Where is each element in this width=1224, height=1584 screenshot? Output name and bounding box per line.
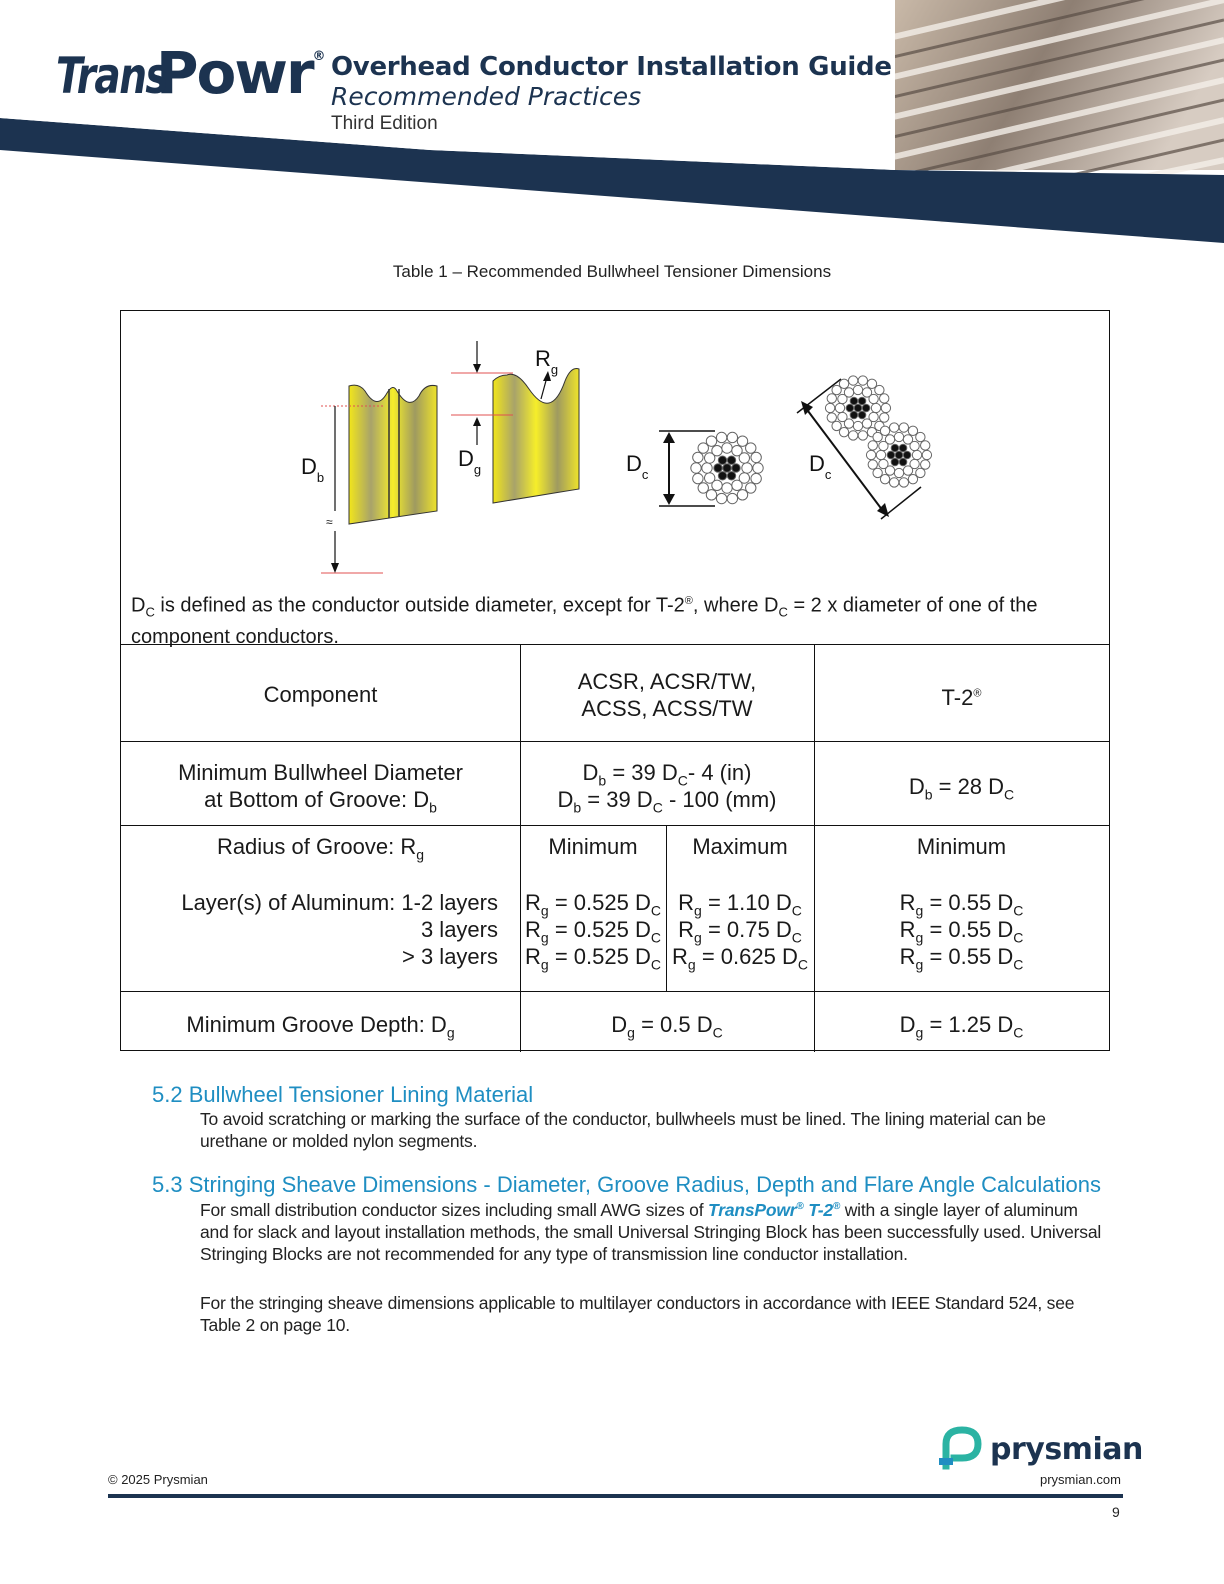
conductor-strand: [921, 441, 930, 450]
conductor-strand: [922, 450, 931, 459]
conductor-strand: [871, 403, 880, 412]
conductor-strand: [869, 394, 878, 403]
conductor-strand: [718, 472, 726, 480]
conductor-strand: [885, 435, 894, 444]
conductor-strand: [727, 493, 737, 503]
conductor-strand: [718, 456, 726, 464]
conductor-strand: [899, 444, 907, 452]
conductor-strand: [899, 458, 907, 466]
conductor-strand: [693, 473, 703, 483]
conductor-strand: [693, 452, 703, 462]
guide-title: Overhead Conductor Installation Guide: [331, 52, 892, 82]
rg-value-line: $R_g = 0.625$ $D_C$: [672, 944, 808, 973]
conductor-strand: [875, 385, 884, 394]
conductor-strand: [876, 450, 885, 459]
conductor-strand: [691, 463, 701, 473]
conductor-strand: [903, 466, 912, 475]
rg-value-line: $R_g = 0.525$ $D_C$: [525, 944, 661, 973]
prysmian-url[interactable]: prysmian.com: [1040, 1472, 1121, 1487]
label-groove-depth: Minimum Groove Depth: $D_g$: [186, 1012, 455, 1041]
min-rg-values: [520, 889, 666, 973]
svg-text:≈: ≈: [326, 515, 333, 529]
conductor-strand: [848, 431, 857, 440]
conductor-strand: [751, 452, 761, 462]
bullwheel-diagram: [121, 311, 1109, 591]
conductor-strand: [846, 404, 854, 412]
conductor-strand: [881, 403, 890, 412]
conductor-strand: [912, 450, 921, 459]
rg-value-line: $R_g = 0.55$ $D_C$: [899, 890, 1024, 919]
conductor-strand: [722, 443, 732, 453]
dc-label-single: $D_c$: [626, 451, 649, 482]
guide-edition: Third Edition: [331, 113, 438, 134]
conductor-strand: [732, 480, 742, 490]
section-5-3-heading: 5.3 Stringing Sheave Dimensions - Diameter, Groove Radius, Depth and Flare Angle Calculations: [152, 1172, 1101, 1197]
conductor-strand: [868, 441, 877, 450]
conductor-strand: [895, 451, 903, 459]
row-divider: [121, 991, 1109, 992]
conductor-strand: [894, 468, 903, 477]
prysmian-logo-icon: [938, 1426, 984, 1470]
conductor-strand: [850, 397, 858, 405]
conductor-strand: [716, 432, 726, 442]
section-5-3-p1: For small distribution conductor sizes including small AWG sizes of TransPowr® T-2® with a single layer of aluminum and for slack and layout installation methods, the small Universal Stringing Block has been successfully used. Universal Stringing Blocks are not recommended for any type of transmission line conductor installation.: [200, 1199, 1102, 1264]
conductor-strand: [891, 458, 899, 466]
dg-label: $D_g$: [458, 446, 482, 477]
t2-db-formula: $D_b = 28$ $D_C$: [908, 774, 1015, 803]
header-graphic: [0, 0, 1224, 250]
bullwheel-table: [120, 310, 1110, 1051]
acsr-db-formula: $D_b = 39$ $D_C-$ 4 (in) $D_b = 39$ $D_C - 100$ (mm): [557, 760, 777, 816]
conductor-strand: [916, 432, 925, 441]
conductor-strand: [716, 493, 726, 503]
conductor-strand: [853, 421, 862, 430]
dc-label-t2: $D_c$: [809, 451, 832, 482]
head-t2: T-2®: [941, 685, 982, 710]
conductor-strand: [873, 468, 882, 477]
page-number: 9: [1112, 1504, 1120, 1520]
conductor-strand: [899, 423, 908, 432]
rg-value-line: $R_g = 0.525$ $D_C$: [525, 917, 661, 946]
conductor-strand: [704, 473, 714, 483]
section-5-2-text: To avoid scratching or marking the surface of the conductor, bullwheels must be lined. The lining material can be urethane or molded nylon segments.: [200, 1109, 1046, 1151]
conductor-strand: [854, 404, 862, 412]
conductor-strand: [732, 464, 740, 472]
rg-value-line: $R_g = 0.55$ $D_C$: [899, 917, 1024, 946]
conductor-strand: [866, 450, 875, 459]
conductor-strand: [714, 464, 722, 472]
conductor-strand: [746, 443, 756, 453]
conductor-strand: [727, 456, 735, 464]
conductor-strand: [827, 413, 836, 422]
conductor-strand: [858, 397, 866, 405]
row-divider: [121, 741, 1109, 742]
conductor-strand: [835, 403, 844, 412]
conductor-strand: [868, 460, 877, 469]
conductor-strand: [850, 411, 858, 419]
conductor-strand: [751, 473, 761, 483]
conductor-strand: [887, 451, 895, 459]
max-rg-values: [666, 889, 814, 973]
conductor-strand: [848, 376, 857, 385]
conductor-strand: [862, 419, 871, 428]
copyright: © 2025 Prysmian: [108, 1472, 208, 1487]
head-t2-minimum: Minimum: [916, 834, 1007, 859]
conductor-strand: [862, 404, 870, 412]
conductor-strand: [908, 474, 917, 483]
rg-value-line: $R_g = 0.525$ $D_C$: [525, 890, 661, 919]
head-maximum: Maximum: [692, 834, 788, 859]
conductor-strand: [858, 411, 866, 419]
conductor-strand: [832, 421, 841, 430]
conductor-strand: [858, 431, 867, 440]
rg-value-line: $R_g = 0.55$ $D_C$: [899, 944, 1024, 973]
conductor-strand: [880, 413, 889, 422]
conductor-strand: [880, 426, 889, 435]
prysmian-logo-text: prysmian: [990, 1432, 1143, 1467]
conductor-strand: [838, 412, 847, 421]
conductor-strand: [894, 432, 903, 441]
section-5-3-p2: For the stringing sheave dimensions applicable to multilayer conductors in accordance with IEEE Standard 524, see Table 2 on page 10.: [200, 1293, 1075, 1335]
label-radius-groove: Radius of Groove: $R_g$: [216, 834, 425, 863]
label-layers: Layer(s) of Aluminum: 1-2 layers 3 layers > 3 layers: [181, 890, 498, 969]
rg-value-line: $R_g = 1.10$ $D_C$: [678, 890, 802, 919]
table-caption: Table 1 – Recommended Bullwheel Tensioner Dimensions: [392, 262, 832, 281]
dc-definition: $D_C$ is defined as the conductor outside diameter, except for T-2®, where $D_C = 2$ x diameter of one of the component conductors.: [131, 594, 1038, 648]
db-label: $D_b$: [301, 454, 325, 485]
conductor-strand: [844, 388, 853, 397]
header: [0, 0, 1224, 250]
row-divider: [121, 644, 1109, 645]
label-min-bullwheel: Minimum Bullwheel Diameter at Bottom of Groove: $D_b$: [178, 760, 463, 816]
conductor-strand: [853, 385, 862, 394]
conductor-strand: [880, 394, 889, 403]
footer-rule: [108, 1494, 1123, 1498]
conductor-strand: [839, 379, 848, 388]
conductor-strand: [727, 432, 737, 442]
conductor-strand: [921, 460, 930, 469]
conductor-strand: [702, 463, 712, 473]
conductor-strand: [753, 463, 763, 473]
conductor-strand: [739, 453, 749, 463]
conductor-strand: [727, 472, 735, 480]
guide-subtitle: Recommended Practices: [331, 82, 642, 111]
conductor-strand: [737, 490, 747, 500]
conductor-strand: [879, 459, 888, 468]
head-minimum: Minimum: [548, 834, 638, 859]
conductor-strand: [903, 451, 911, 459]
t2-rg-values: [814, 889, 1109, 973]
single-conductor-dc: [659, 431, 763, 506]
acsr-dg-formula: $D_g = 0.5$ $D_C$: [611, 1012, 723, 1041]
section-5-2-heading: 5.2 Bullwheel Tensioner Lining Material: [152, 1082, 534, 1107]
conductor-strand: [889, 478, 898, 487]
head-acsr: ACSR, ACSR/TW, ACSS, ACSS/TW: [577, 669, 757, 721]
conductor-strand: [698, 483, 708, 493]
row-divider: [121, 825, 1109, 826]
conductor-strand: [899, 478, 908, 487]
conductor-strand: [910, 441, 919, 450]
conductor-strand: [891, 444, 899, 452]
conductor-strand: [742, 463, 752, 473]
transpowr-logo: TransPowr®: [56, 39, 326, 107]
conductor-strand: [712, 445, 722, 455]
conductor-strand: [706, 436, 716, 446]
conductor-strand: [889, 423, 898, 432]
conductor-strand: [827, 394, 836, 403]
t2-dg-formula: $D_g = 1.25$ $D_C$: [899, 1012, 1024, 1041]
conductor-strand: [858, 376, 867, 385]
rg-label: $R_g$: [535, 346, 559, 377]
conductor-strand: [722, 483, 732, 493]
groove-section: [493, 369, 579, 504]
conductor-strand: [825, 403, 834, 412]
conductor-strand: [723, 464, 731, 472]
rg-value-line: $R_g = 0.75$ $D_C$: [678, 917, 802, 946]
t2-conductor-dc: [797, 376, 932, 519]
head-component: Component: [263, 682, 378, 707]
